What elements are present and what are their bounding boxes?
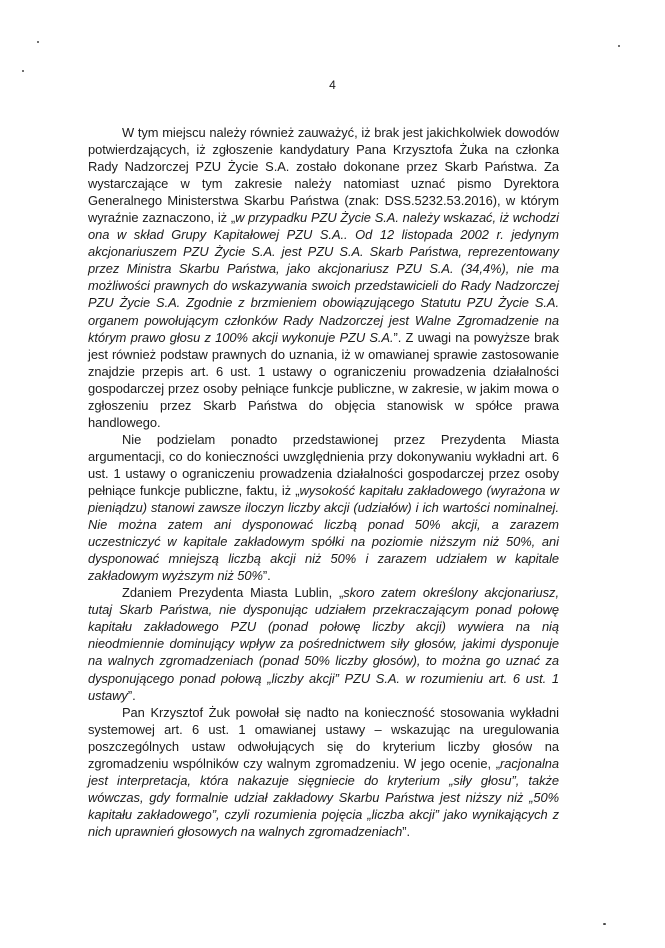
scan-speck [603,923,606,925]
text-run: ”. Z uwagi na powyższe brak jest również podstaw prawnych do uznania, iż w omawianej sprawie zastosowanie znajdzie przepis art. 6 ust. 1 ustawy o ograniczeniu prowadzenia działalności gospodarczej przez osoby pełniące funkcje publiczne, w zakresie, w jakim mowa o zgłoszeniu przez Skarb Państwa do objęcia stanowisk w spółce prawa handlowego. [88,329,560,430]
quote-share-capital: wysokość kapitału zakładowego (wyrażona w pieniądzu) stanowi zawsze iloczyn liczby akcji (udziałów) i ich wartości nominalnej. Nie można zatem ani dysponować liczbą ponad 50% akcji, a zarazem uczestniczyć w kapitale zakładowym spółki na poziomie niższym niż 50%, ani dysponować mniejszą liczbą akcji niż 50% i zarazem udziałem w kapitale zakładowym wyższym niż 50% [88,482,559,584]
text-run: ”. [402,823,410,839]
text-run: W tym miejscu należy również zauważyć, iż brak jest jakichkolwiek dowodów potwierdzających, iż zgłoszenie kandydatury Pana Krzysztofa Żuka na członka Rady Nadzorczej PZU Życie S.A. zostało dokonane przez Skarb Państwa. Za wystarczające w tym zakresie należy natomiast uznać pismo Dyrektora Generalnego Ministerstwa Skarbu Państwa (znak: DSS.5232.53.2016), w którym wyraźnie zaznaczono, iż „ [88,125,559,226]
scan-speck [22,70,24,72]
page-number: 4 [329,78,336,92]
text-run: Nie podzielam ponadto przedstawionej przez Prezydenta Miasta argumentacji, co do konieczności uwzględnienia przy dokonywaniu wykładni art. 6 ust. 1 ustawy o ograniczeniu prowadzenia działalności gospodarczej przez osoby pełniące funkcje publiczne, faktu, iż „ [88,431,559,498]
quote-voting-power: racjonalna jest interpretacja, która nakazuje sięgniecie do kryterium „siły głosu”, także wówczas, gdy formalnie udział zakładowy Skarbu Państwa jest niższy niż „50% kapitału zakładowego”, czyli rozumienia pojęcia „liczba akcji” jako wynikających z nich uprawnień głosowych na walnych zgromadzeniach [88,755,559,839]
text-run: ”. [127,687,136,703]
document-body [88,124,559,840]
paragraph-1 [88,124,559,431]
paragraph-3 [88,584,559,703]
text-run: Pan Krzysztof Żuk powołał się nadto na konieczność stosowania wykładni systemowej art. 6 ust. 1 omawianej ustawy – wskazując na uregulowania poszczególnych ustaw odwołujących się do kryterium liczby głosów na zgromadzeniu wspólników czy walnym zgromadzeniu. W jego ocenie, „ [88,704,559,771]
scan-speck [37,41,39,43]
paragraph-2 [88,431,559,584]
quote-mayor-opinion: skoro zatem określony akcjonariusz, tutaj Skarb Państwa, nie dysponując udziałem przekraczającym ponad połowę kapitału zakładowego PZU (ponad połowę liczby akcji) wywiera na nią nieodmiennie dominujący wpływ za pośrednictwem siły głosów, jakimi dysponuje na walnych zgromadzeniach (ponad 50% liczby głosów), to można go uznać za dysponującego ponad połową „liczby akcji” PZU S.A. w rozumieniu art. 6 ust. 1 ustawy [88,585,559,703]
text-run: Zdaniem Prezydenta Miasta Lublin, „ [122,585,344,601]
scan-speck [618,45,620,47]
text-run: ”. [262,568,271,584]
quote-ministry-letter: w przypadku PZU Życie S.A. należy wskazać, iż wchodzi ona w skład Grupy Kapitałowej PZU S.A.. Od 12 listopada 2002 r. jedynym akcjonariuszem PZU Życie S.A. jest PZU S.A. Skarb Państwa, reprezentowany przez Ministra Skarbu Państwa, jako akcjonariusz PZU S.A. (34,4%), nie ma możliwości prawnych do wskazywania swoich przedstawicieli do Rady Nadzorczej PZU Życie S.A. Zgodnie z brzmieniem obowiązującego Statutu PZU Życie S.A. organem powołującym członków Rady Nadzorczej jest Walne Zgromadzenie na którym prawo głosu z 100% akcji wykonuje PZU S.A. [88,210,559,345]
paragraph-4 [88,704,559,840]
